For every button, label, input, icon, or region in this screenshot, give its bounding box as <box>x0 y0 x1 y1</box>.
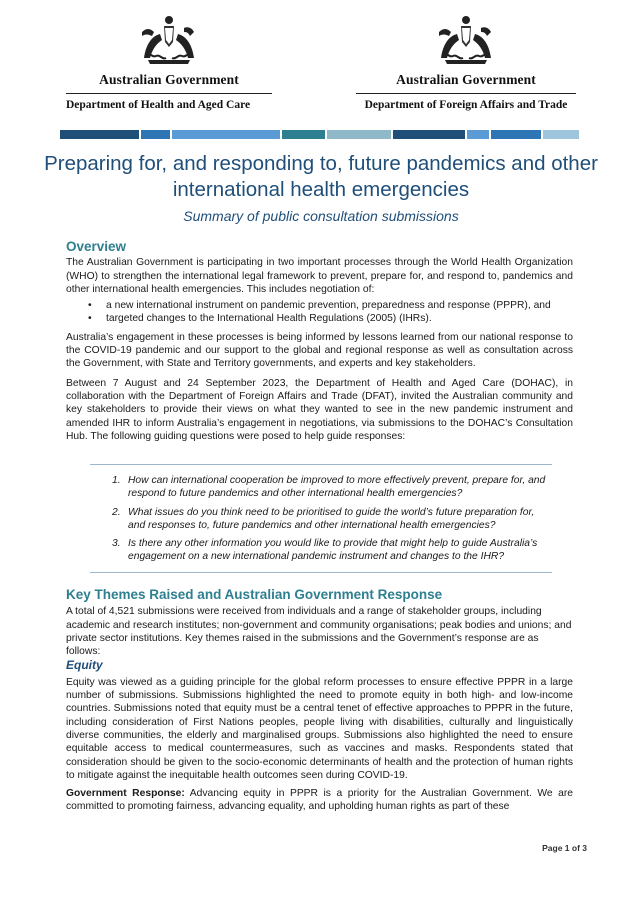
list-item: • targeted changes to the International Health Regulations (2005) (IHRs). <box>66 312 573 325</box>
department-name: Department of Foreign Affairs and Trade <box>364 99 568 111</box>
equity-heading: Equity <box>66 658 103 673</box>
coat-of-arms-icon <box>431 14 501 68</box>
list-item <box>90 537 552 564</box>
overview-heading: Overview <box>66 239 127 254</box>
government-response-label: Government Response: <box>66 788 185 800</box>
document-title: Preparing for, and responding to, future pandemics and other international health emergencies <box>44 152 598 201</box>
question-text: How can international cooperation be improved to more effectively prevent, prepare for, and respond to future pandemics and other international health emergencies? <box>128 475 546 500</box>
overview-paragraph: Australia’s engagement in these processes is being informed by lessons learned from our national response to the COVID-19 pandemic and our support to the global and regional response as well as consultation across the Government, with State and Territory governments, and experts and key stakeholders. <box>66 331 573 370</box>
guiding-questions-box <box>90 464 552 573</box>
dfat-logo-block <box>356 14 576 111</box>
color-bar-segment <box>491 130 541 139</box>
overview-section <box>66 240 573 443</box>
color-bar-segment <box>172 130 280 139</box>
color-bar-segment <box>467 130 489 139</box>
key-themes-section <box>66 588 573 814</box>
logo-divider <box>356 93 576 94</box>
color-bar-segment <box>141 130 170 139</box>
key-themes-heading: Key Themes Raised and Australian Government Response <box>66 587 443 602</box>
guiding-questions-list <box>90 474 552 564</box>
list-item: • a new international instrument on pandemic prevention, preparedness and response (PPPR), and <box>66 299 573 312</box>
government-response-paragraph <box>66 787 573 814</box>
logo-divider <box>66 93 272 94</box>
coat-of-arms-icon <box>134 14 204 68</box>
page-number: Page 1 of 3 <box>542 843 587 853</box>
color-bar-segment <box>543 130 579 139</box>
key-themes-intro: A total of 4,521 submissions were received from individuals and a range of stakeholder groups, including academic and research institutes; non-government and community organisations; peak bodies and unions; and private sector institutions. Key themes raised in the submissions and the Government’s response are as follows: <box>66 606 572 658</box>
question-text: Is there any other information you would like to provide that might help to guide Australia’s engagement on a new international pandemic instrument and changes to the IHR? <box>128 538 538 563</box>
list-item <box>90 506 552 533</box>
government-name: Australian Government <box>99 72 239 87</box>
doha-logo-block <box>66 14 272 111</box>
overview-bullet-list <box>66 299 573 326</box>
overview-paragraph: Between 7 August and 24 September 2023, the Department of Health and Aged Care (DOHAC), in collaboration with the Department of Foreign Affairs and Trade (DFAT), invited the Australian community and key stakeholders to provide their views on what they wanted to see in the new pandemic instrument and amended IHR to inform Australia’s engagement in negotiations, via submissions to the DOHAC’s Consultation Hub. The following guiding questions were posed to help guide responses: <box>66 377 573 442</box>
color-bar-segment <box>327 130 392 139</box>
color-bar-segment <box>282 130 325 139</box>
question-number: 1. <box>112 475 121 486</box>
color-bar-segment <box>60 130 139 139</box>
color-bar-segment <box>393 130 465 139</box>
list-item <box>90 474 552 501</box>
government-response-text: Advancing equity in PPPR is a priority for the Australian Government. We are committed to promoting fairness, advancing equality, and upholding human rights as part of these <box>66 788 573 813</box>
question-number: 2. <box>112 506 121 518</box>
overview-intro: The Australian Government is participating in two important processes through the World Health Organization (WHO) to strengthen the international legal framework to prevent, prepare for, and respond to, pandemics and other international health emergencies. This includes negotiation of: <box>66 257 573 295</box>
question-number: 3. <box>112 538 121 550</box>
department-name: Department of Health and Aged Care <box>66 99 251 111</box>
document-subtitle: Summary of public consultation submissions <box>183 208 459 224</box>
government-name: Australian Government <box>396 72 536 87</box>
header-color-bar <box>60 130 579 139</box>
equity-paragraph: Equity was viewed as a guiding principle for the global reform processes to ensure effective PPPR in a large number of submissions. Submissions highlighted the need to promote equity in both high- and low-income countries. Submissions noted that equity must be a central tenet of effective approaches to PPPR in the future, including consideration of First Nations peoples, people living with disabilities, culturally and linguistically diverse communities, the elderly and marginalised groups. Submissions also highlighted the need to ensure equitable access to medical countermeasures, such as vaccines and masks. Respondents stated that consideration should be given to the socio-economic determinants of health and the protection of human rights to mitigate against the inequitable health outcomes seen during COVID-19. <box>66 676 573 781</box>
question-text: What issues do you think need to be prioritised to guide the world’s future preparation for, and responses to, future pandemics and other international health emergencies? <box>128 506 535 531</box>
